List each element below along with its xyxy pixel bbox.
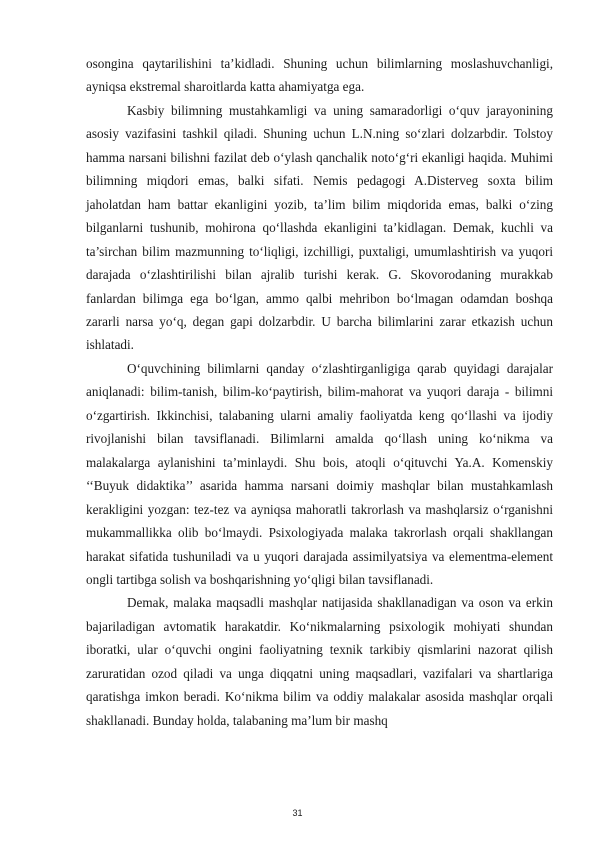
page-number: 31 (292, 808, 303, 818)
paragraph-knowledge-levels: O‘quvchining bilimlarni qanday o‘zlashtirganligiga qarab quyidagi darajalar aniqlanadi: bilim-tanish, bilim-ko‘paytirish, bilim-mahorat va yuqori daraja - bilimni o‘zgartirish. Ikkinchisi, talabaning ularni amaliy faoliyatda keng qo‘llashi va ijodiy rivojlanishi bilan tavsiflanadi. Bilimlarni amalda qo‘llash uning ko‘nikma va malakalarga aylanishini ta’minlaydi. Shu bois, atoqli o‘qituvchi Ya.A. Komenskiy ‘‘Buyuk didaktika’’ asarida hamma narsani doimiy mashqlar bilan mustahkamlash kerakligini yozgan: tez-tez va ayniqsa mahoratli takrorlash va mashqlarsiz o‘rganishni mukammallikka olib bo‘lmaydi. Psixologiyada malaka takrorlash orqali shakllangan harakat sifatida tushuniladi va u yuqori darajada assimilyatsiya va elementma-element ongli tartibga solish va boshqarishning yo‘qligi bilan tavsiflanadi. (86, 360, 553, 587)
document-body (86, 52, 553, 732)
paragraph-knowledge-strength: Kasbiy bilimning mustahkamligi va uning samaradorligi o‘quv jarayonining asosiy vazifasini tashkil qiladi. Shuning uchun L.N.ning so‘zlari dolzarbdir. Tolstoy hamma narsani bilishni fazilat deb o‘ylash qanchalik noto‘g‘ri ekanligi haqida. Muhimi bilimning miqdori emas, balki sifati. Nemis pedagogi A.Disterveg soxta bilim jaholatdan ham battar ekanligini yozib, ta’lim bilim miqdorida emas, balki o‘zing bilganlarni tushunib, mohirona qo‘llashda ekanligini ta’kidlagan. Demak, kuchli va ta’sirchan bilim mazmunning to‘liqligi, izchilligi, puxtaligi, umumlashtirish va yuqori darajada o‘zlashtirilishi bilan ajralib turishi kerak. G. Skovorodaning murakkab fanlardan bilimga ega bo‘lgan, ammo qalbi mehribon bo‘lmagan odamdan boshqa zararli narsa yo‘q, degan gapi dolzarbdir. U barcha bilimlarini zarar etkazish uchun ishlatadi. (86, 102, 553, 353)
paragraph-skill-definition: Demak, malaka maqsadli mashqlar natijasida shakllanadigan va oson va erkin bajariladigan avtomatik harakatdir. Ko‘nikmalarning psixologik mohiyati shundan iboratki, ular o‘quvchi ongini faoliyatning texnik tarkibiy qismlarini nazorat qilish zaruratidan ozod qiladi va unga diqqatni uning maqsadlari, vazifalari va shartlariga qaratishga imkon beradi. Ko‘nikma bilim va oddiy malakalar asosida mashqlar orqali shakllanadi. Bunday holda, talabaning ma’lum bir mashq (86, 595, 553, 728)
paragraph-continuation: osongina qaytarilishini ta’kidladi. Shuning uchun bilimlarning moslashuvchanligi, ayniqsa ekstremal sharoitlarda katta ahamiyatga ega. (86, 56, 553, 95)
